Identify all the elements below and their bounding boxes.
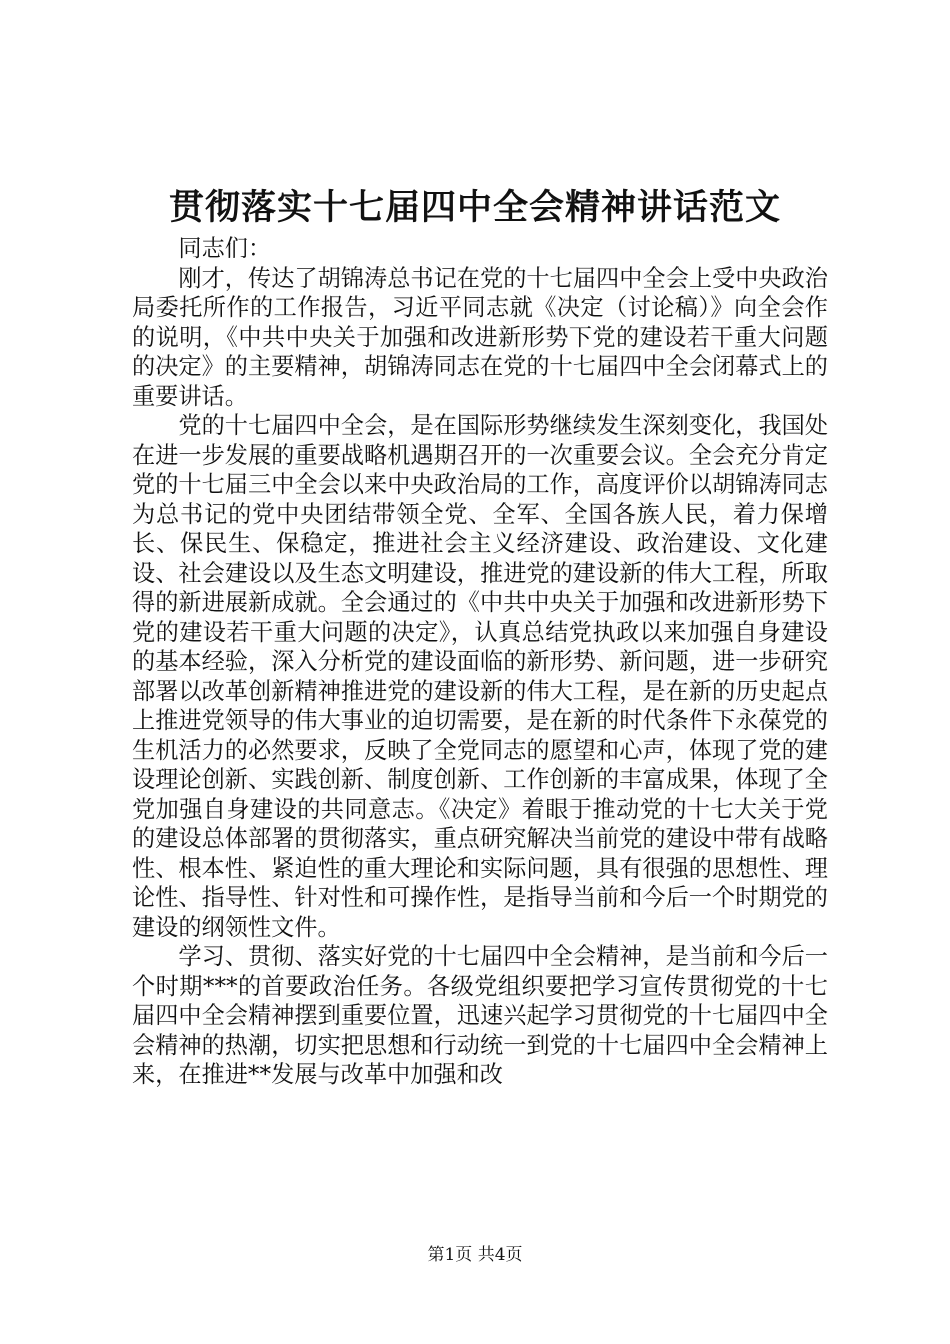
paragraph-3: 学习、贯彻、落实好党的十七届四中全会精神，是当前和今后一个时期***的首要政治任务。各级党组织要把学习宣传贯彻党的十七届四中全会精神摆到重要位置，迅速兴起学习贯彻党的十七届四中全会精神的热潮，切实把思想和行动统一到党的十七届四中全会精神上来，在推进**发展与改革中加强和改 bbox=[132, 943, 828, 1088]
paragraph-2: 党的十七届四中全会，是在国际形势继续发生深刻变化，我国处在进一步发展的重要战略机遇期召开的一次重要会议。全会充分肯定党的十七届三中全会以来中央政治局的工作，高度评价以胡锦涛同志为总书记的党中央团结带领全党、全军、全国各族人民，着力保增长、保民生、保稳定，推进社会主义经济建设、政治建设、文化建设、社会建设以及生态文明建设，推进党的建设新的伟大工程，所取得的新进展新成就。全会通过的《中共中央关于加强和改进新形势下党的建设若干重大问题的决定》，认真总结党执政以来加强自身建设的基本经验，深入分析党的建设面临的新形势、新问题，进一步研究部署以改革创新精神推进党的建设新的伟大工程，是在新的历史起点上推进党领导的伟大事业的迫切需要，是在新的时代条件下永葆党的生机活力的必然要求，反映了全党同志的愿望和心声，体现了党的建设理论创新、实践创新、制度创新、工作创新的丰富成果，体现了全党加强自身建设的共同意志。《决定》着眼于推动党的十七大关于党的建设总体部署的贯彻落实，重点研究解决当前党的建设中带有战略性、根本性、紧迫性的重大理论和实际问题，具有很强的思想性、理论性、指导性、针对性和可操作性，是指导当前和今后一个时期党的建设的纲领性文件。 bbox=[132, 412, 828, 941]
paragraph-1: 刚才，传达了胡锦涛总书记在党的十七届四中全会上受中央政治局委托所作的工作报告，习近平同志就《决定（讨论稿）》向全会作的说明，《中共中央关于加强和改进新形势下党的建设若干重大问题的决定》的主要精神，胡锦涛同志在党的十七届四中全会闭幕式上的重要讲话。 bbox=[132, 264, 828, 410]
greeting-line: 同志们： bbox=[178, 235, 272, 262]
page-number-footer: 第1页 共4页 bbox=[427, 1245, 523, 1265]
document-body bbox=[132, 234, 828, 1090]
document-title: 贯彻落实十七届四中全会精神讲话范文 bbox=[168, 187, 781, 228]
